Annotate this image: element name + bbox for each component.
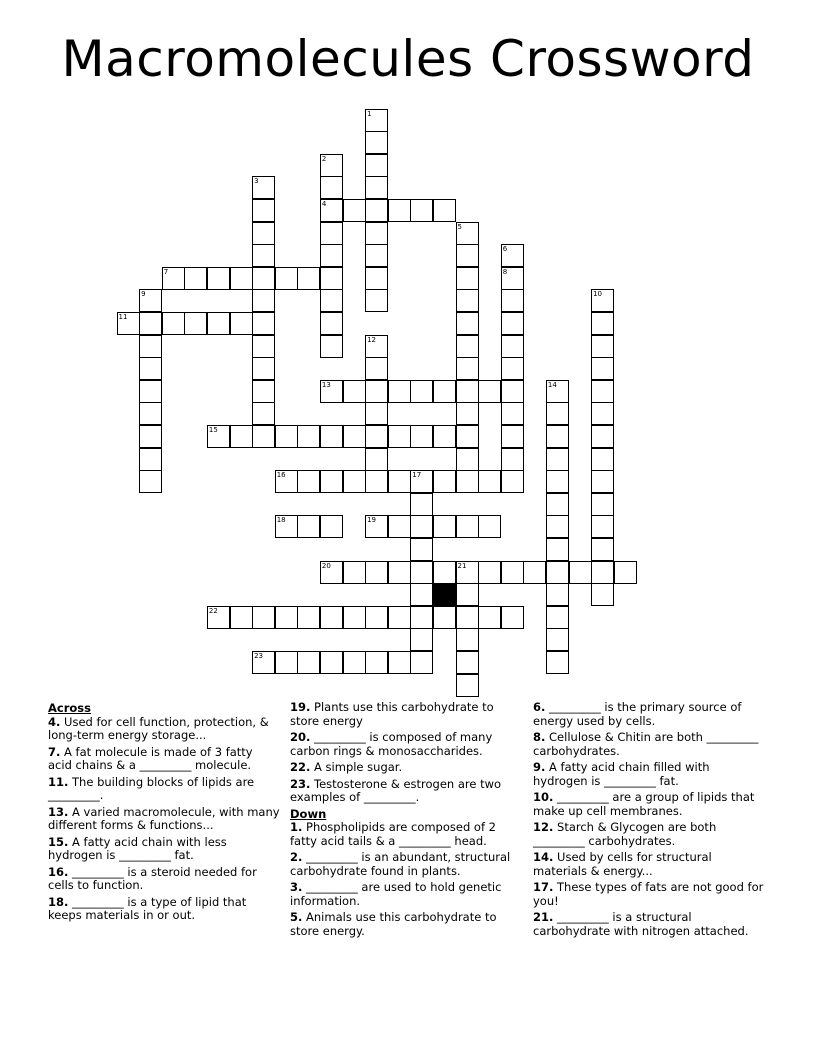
clue-number: 22 xyxy=(208,606,218,615)
grid-cell[interactable] xyxy=(365,222,388,245)
grid-cell[interactable] xyxy=(433,606,456,629)
clue-text: _________ is the primary source of energy used by cells. xyxy=(533,700,742,728)
black-square xyxy=(433,583,456,606)
grid-cell[interactable] xyxy=(388,606,411,629)
grid-cell[interactable] xyxy=(388,561,411,584)
grid-cell[interactable] xyxy=(365,651,388,674)
grid-cell[interactable] xyxy=(275,651,298,674)
clue-number: 14 xyxy=(547,380,557,389)
grid-cell[interactable] xyxy=(207,312,230,335)
clue-text: _________ is an abundant, structural carbohydrate found in plants. xyxy=(290,850,511,878)
grid-cell[interactable] xyxy=(365,109,388,132)
clue-text: _________ is a structural carbohydrate with nitrogen attached. xyxy=(533,910,749,938)
grid-cell[interactable] xyxy=(410,628,433,651)
grid-cell[interactable] xyxy=(365,448,388,471)
grid-cell[interactable] xyxy=(456,515,479,538)
clue-label: 9. xyxy=(533,760,546,774)
grid-cell[interactable] xyxy=(456,561,479,584)
grid-cell[interactable] xyxy=(591,448,614,471)
grid-cell[interactable] xyxy=(546,628,569,651)
clue-item xyxy=(290,701,522,728)
clue-text: A fatty acid chain with less hydrogen is _________ fat. xyxy=(48,834,227,862)
grid-cell[interactable] xyxy=(546,606,569,629)
clue-number: 4 xyxy=(321,199,327,208)
grid-cell[interactable] xyxy=(591,515,614,538)
grid-cell[interactable] xyxy=(410,606,433,629)
grid-cell[interactable] xyxy=(410,470,433,493)
grid-cell[interactable] xyxy=(388,651,411,674)
clue-label: 11. xyxy=(48,774,69,789)
clue-number: 7 xyxy=(163,267,169,276)
grid-cell[interactable] xyxy=(410,561,433,584)
grid-cell[interactable] xyxy=(388,425,411,448)
clue-number: 18 xyxy=(276,516,286,525)
grid-cell[interactable] xyxy=(365,131,388,154)
grid-cell[interactable] xyxy=(456,289,479,312)
grid-cell[interactable] xyxy=(207,606,230,629)
grid-cell[interactable] xyxy=(139,470,162,493)
grid-cell[interactable] xyxy=(365,515,388,538)
grid-cell[interactable] xyxy=(320,606,343,629)
clue-text: _________ are a group of lipids that make up cell membranes. xyxy=(533,790,755,818)
grid-cell[interactable] xyxy=(252,289,275,312)
grid-cell[interactable] xyxy=(320,176,343,199)
grid-cell[interactable] xyxy=(478,380,501,403)
grid-cell[interactable] xyxy=(546,402,569,425)
clue-item xyxy=(290,911,522,938)
grid-cell[interactable] xyxy=(320,154,343,177)
grid-cell[interactable] xyxy=(433,199,456,222)
grid-cell[interactable] xyxy=(275,425,298,448)
grid-cell[interactable] xyxy=(365,380,388,403)
grid-cell[interactable] xyxy=(252,651,275,674)
clue-item xyxy=(290,881,522,908)
grid-cell[interactable] xyxy=(410,425,433,448)
grid-cell[interactable] xyxy=(365,606,388,629)
clue-number: 20 xyxy=(321,561,331,570)
grid-cell[interactable] xyxy=(162,267,185,290)
clue-text: Animals use this carbohydrate to store energy. xyxy=(290,910,497,938)
grid-cell[interactable] xyxy=(297,651,320,674)
grid-cell[interactable] xyxy=(297,606,320,629)
grid-cell[interactable] xyxy=(456,312,479,335)
clue-number: 6 xyxy=(502,245,508,254)
clue-label: 14. xyxy=(533,850,554,864)
grid-cell[interactable] xyxy=(207,267,230,290)
grid-cell[interactable] xyxy=(456,425,479,448)
grid-cell[interactable] xyxy=(252,425,275,448)
grid-cell[interactable] xyxy=(591,289,614,312)
clue-item xyxy=(533,731,765,758)
grid-cell[interactable] xyxy=(139,425,162,448)
clue-label: 1. xyxy=(290,820,303,834)
grid-cell[interactable] xyxy=(343,199,366,222)
clue-item xyxy=(533,821,765,848)
clue-number: 16 xyxy=(276,471,286,480)
clue-item xyxy=(290,851,522,878)
grid-cell[interactable] xyxy=(569,561,592,584)
grid-cell[interactable] xyxy=(320,380,343,403)
grid-cell[interactable] xyxy=(320,425,343,448)
clue-label: 3. xyxy=(290,880,303,894)
grid-cell[interactable] xyxy=(546,651,569,674)
clue-number: 13 xyxy=(321,380,331,389)
clue-number: 5 xyxy=(457,222,462,231)
grid-cell[interactable] xyxy=(162,312,185,335)
grid-cell[interactable] xyxy=(320,651,343,674)
grid-cell[interactable] xyxy=(546,493,569,516)
clue-number: 9 xyxy=(141,290,146,299)
grid-cell[interactable] xyxy=(365,176,388,199)
grid-cell[interactable] xyxy=(252,335,275,358)
clue-label: 16. xyxy=(48,864,69,879)
down-heading: Down xyxy=(290,806,327,821)
grid-cell[interactable] xyxy=(456,448,479,471)
clue-number: 19 xyxy=(367,516,377,525)
grid-cell[interactable] xyxy=(546,470,569,493)
grid-cell[interactable] xyxy=(139,312,162,335)
clue-text: A fatty acid chain filled with hydrogen is _________ fat. xyxy=(533,760,710,788)
clue-number: 8 xyxy=(502,267,508,276)
clue-text: A simple sugar. xyxy=(310,760,403,774)
clues-column-1 xyxy=(48,701,280,926)
clue-item xyxy=(48,776,280,803)
grid-cell[interactable] xyxy=(501,357,524,380)
grid-cell[interactable] xyxy=(139,448,162,471)
grid-cell[interactable] xyxy=(410,538,433,561)
clue-label: 17. xyxy=(533,880,554,894)
grid-cell[interactable] xyxy=(546,448,569,471)
grid-cell[interactable] xyxy=(433,380,456,403)
grid-cell[interactable] xyxy=(252,357,275,380)
grid-cell[interactable] xyxy=(320,199,343,222)
clue-label: 8. xyxy=(533,730,546,744)
grid-cell[interactable] xyxy=(591,357,614,380)
grid-cell[interactable] xyxy=(501,448,524,471)
clue-label: 13. xyxy=(48,804,69,819)
grid-cell[interactable] xyxy=(501,561,524,584)
clue-text: Used for cell function, protection, & long-term energy storage... xyxy=(48,714,269,742)
grid-cell[interactable] xyxy=(365,402,388,425)
across-heading: Across xyxy=(48,701,91,715)
grid-cell[interactable] xyxy=(456,628,479,651)
page-title: Macromolecules Crossword xyxy=(61,30,755,88)
grid-cell[interactable] xyxy=(546,538,569,561)
grid-cell[interactable] xyxy=(365,357,388,380)
grid-cell[interactable] xyxy=(252,176,275,199)
grid-cell[interactable] xyxy=(365,335,388,358)
clue-number: 21 xyxy=(457,561,467,570)
clue-item xyxy=(290,778,522,805)
grid-cell[interactable] xyxy=(230,267,253,290)
grid-cell[interactable] xyxy=(456,244,479,267)
grid-cell[interactable] xyxy=(591,538,614,561)
grid-cell[interactable] xyxy=(456,357,479,380)
clue-item xyxy=(48,806,280,833)
clue-text: _________ are used to hold genetic information. xyxy=(290,880,502,908)
clue-number: 15 xyxy=(208,425,218,434)
grid-cell[interactable] xyxy=(591,561,614,584)
grid-cell[interactable] xyxy=(275,267,298,290)
grid-cell[interactable] xyxy=(275,606,298,629)
grid-cell[interactable] xyxy=(388,470,411,493)
grid-cell[interactable] xyxy=(433,470,456,493)
clue-number: 17 xyxy=(412,471,422,480)
grid-cell[interactable] xyxy=(456,583,479,606)
grid-cell[interactable] xyxy=(343,380,366,403)
clue-label: 20. xyxy=(290,730,311,744)
clue-label: 23. xyxy=(290,776,311,791)
grid-cell[interactable] xyxy=(501,244,524,267)
clue-item xyxy=(533,881,765,908)
grid-cell[interactable] xyxy=(365,425,388,448)
clue-label: 6. xyxy=(533,700,546,714)
grid-cell[interactable] xyxy=(501,335,524,358)
clue-item xyxy=(533,791,765,818)
grid-cell[interactable] xyxy=(478,606,501,629)
clue-label: 22. xyxy=(290,760,311,774)
clue-text: Starch & Glycogen are both _________ carbohydrates. xyxy=(533,820,717,848)
grid-cell[interactable] xyxy=(591,583,614,606)
grid-cell[interactable] xyxy=(365,470,388,493)
clue-label: 18. xyxy=(48,894,69,909)
grid-cell[interactable] xyxy=(252,380,275,403)
clues-column-3 xyxy=(533,701,765,941)
clue-item xyxy=(48,896,280,923)
clue-text: Cellulose & Chitin are both _________ carbohydrates. xyxy=(533,730,759,758)
grid-cell[interactable] xyxy=(139,335,162,358)
grid-cell[interactable] xyxy=(523,561,546,584)
grid-cell[interactable] xyxy=(365,154,388,177)
clue-number: 23 xyxy=(254,651,264,660)
grid-cell[interactable] xyxy=(478,561,501,584)
clue-item xyxy=(48,836,280,863)
grid-cell[interactable] xyxy=(343,606,366,629)
grid-cell[interactable] xyxy=(501,402,524,425)
grid-cell[interactable] xyxy=(410,380,433,403)
grid-cell[interactable] xyxy=(456,380,479,403)
grid-cell[interactable] xyxy=(433,515,456,538)
grid-cell[interactable] xyxy=(139,402,162,425)
grid-cell[interactable] xyxy=(410,583,433,606)
clue-item xyxy=(48,866,280,893)
grid-cell[interactable] xyxy=(230,312,253,335)
grid-cell[interactable] xyxy=(230,425,253,448)
clue-text: Phospholipids are composed of 2 fatty acid tails & a _________ head. xyxy=(290,820,496,848)
grid-cell[interactable] xyxy=(117,312,140,335)
clue-label: 5. xyxy=(290,910,303,924)
grid-cell[interactable] xyxy=(456,674,479,697)
grid-cell[interactable] xyxy=(501,606,524,629)
grid-cell[interactable] xyxy=(388,380,411,403)
clue-item xyxy=(48,746,280,773)
grid-cell[interactable] xyxy=(297,470,320,493)
grid-cell[interactable] xyxy=(252,606,275,629)
grid-cell[interactable] xyxy=(365,289,388,312)
grid-cell[interactable] xyxy=(252,244,275,267)
clue-text: The building blocks of lipids are _________. xyxy=(48,774,255,802)
clue-item xyxy=(290,731,522,758)
grid-cell[interactable] xyxy=(343,561,366,584)
grid-cell[interactable] xyxy=(501,312,524,335)
clue-text: Testosterone & estrogen are two examples of _________. xyxy=(290,776,502,804)
grid-cell[interactable] xyxy=(320,244,343,267)
grid-cell[interactable] xyxy=(388,199,411,222)
grid-cell[interactable] xyxy=(320,561,343,584)
grid-cell[interactable] xyxy=(320,515,343,538)
clue-label: 12. xyxy=(533,820,554,834)
grid-cell[interactable] xyxy=(433,561,456,584)
grid-cell[interactable] xyxy=(456,402,479,425)
grid-cell[interactable] xyxy=(456,335,479,358)
grid-cell[interactable] xyxy=(320,335,343,358)
grid-cell[interactable] xyxy=(614,561,637,584)
clue-number: 11 xyxy=(118,312,128,321)
grid-cell[interactable] xyxy=(365,267,388,290)
grid-cell[interactable] xyxy=(591,493,614,516)
grid-cell[interactable] xyxy=(501,380,524,403)
grid-cell[interactable] xyxy=(207,425,230,448)
grid-cell[interactable] xyxy=(320,289,343,312)
clue-label: 21. xyxy=(533,910,554,924)
grid-cell[interactable] xyxy=(501,267,524,290)
grid-cell[interactable] xyxy=(343,470,366,493)
grid-cell[interactable] xyxy=(456,222,479,245)
grid-cell[interactable] xyxy=(388,515,411,538)
clue-text: _________ is a steroid needed for cells to function. xyxy=(48,864,257,892)
grid-cell[interactable] xyxy=(546,561,569,584)
clue-label: 19. xyxy=(290,700,311,714)
grid-cell[interactable] xyxy=(365,199,388,222)
grid-cell[interactable] xyxy=(139,380,162,403)
grid-cell[interactable] xyxy=(410,651,433,674)
clue-number: 12 xyxy=(367,335,377,344)
clue-item xyxy=(290,821,522,848)
grid-cell[interactable] xyxy=(433,425,456,448)
grid-cell[interactable] xyxy=(275,470,298,493)
grid-cell[interactable] xyxy=(252,267,275,290)
grid-cell[interactable] xyxy=(184,312,207,335)
grid-cell[interactable] xyxy=(139,289,162,312)
grid-cell[interactable] xyxy=(456,651,479,674)
clue-number: 3 xyxy=(254,177,259,186)
grid-cell[interactable] xyxy=(320,470,343,493)
grid-cell[interactable] xyxy=(343,425,366,448)
grid-cell[interactable] xyxy=(410,199,433,222)
grid-cell[interactable] xyxy=(297,515,320,538)
grid-cell[interactable] xyxy=(343,651,366,674)
grid-cell[interactable] xyxy=(501,289,524,312)
clue-item xyxy=(48,716,280,743)
clue-item xyxy=(533,761,765,788)
clue-text: A fat molecule is made of 3 fatty acid chains & a _________ molecule. xyxy=(48,744,253,772)
clue-item xyxy=(290,761,522,775)
clue-label: 10. xyxy=(533,790,554,804)
clue-label: 15. xyxy=(48,834,69,849)
grid-cell[interactable] xyxy=(456,470,479,493)
grid-cell[interactable] xyxy=(252,222,275,245)
clue-label: 7. xyxy=(48,744,61,759)
grid-cell[interactable] xyxy=(320,312,343,335)
grid-cell[interactable] xyxy=(230,606,253,629)
clue-text: Used by cells for structural materials & energy... xyxy=(533,850,712,878)
clue-number: 1 xyxy=(367,109,372,118)
clue-text: _________ is a type of lipid that keeps materials in or out. xyxy=(48,894,247,922)
clue-number: 10 xyxy=(593,290,603,299)
grid-cell[interactable] xyxy=(501,425,524,448)
grid-cell[interactable] xyxy=(478,515,501,538)
grid-cell[interactable] xyxy=(501,470,524,493)
clues-column-2 xyxy=(290,701,522,941)
grid-cell[interactable] xyxy=(546,515,569,538)
grid-cell[interactable] xyxy=(546,380,569,403)
clue-label: 4. xyxy=(48,714,61,729)
clue-number: 2 xyxy=(321,154,327,163)
clue-text: Plants use this carbohydrate to store energy xyxy=(290,700,494,728)
grid-cell[interactable] xyxy=(591,402,614,425)
grid-cell[interactable] xyxy=(365,561,388,584)
grid-cell[interactable] xyxy=(591,335,614,358)
clue-text: _________ is composed of many carbon rings & monosaccharides. xyxy=(290,730,493,758)
grid-cell[interactable] xyxy=(456,606,479,629)
clue-label: 2. xyxy=(290,850,303,864)
grid-cell[interactable] xyxy=(591,312,614,335)
grid-cell[interactable] xyxy=(365,244,388,267)
clue-item xyxy=(533,911,765,938)
grid-cell[interactable] xyxy=(184,267,207,290)
grid-cell[interactable] xyxy=(297,267,320,290)
clue-text: A varied macromolecule, with many different forms & functions... xyxy=(48,804,280,832)
grid-cell[interactable] xyxy=(320,267,343,290)
grid-cell[interactable] xyxy=(591,470,614,493)
grid-cell[interactable] xyxy=(320,222,343,245)
grid-cell[interactable] xyxy=(456,267,479,290)
grid-cell[interactable] xyxy=(297,425,320,448)
grid-cell[interactable] xyxy=(546,425,569,448)
clue-item xyxy=(533,851,765,878)
clue-text: These types of fats are not good for you! xyxy=(533,880,764,908)
grid-cell[interactable] xyxy=(410,493,433,516)
grid-cell[interactable] xyxy=(139,357,162,380)
grid-cell[interactable] xyxy=(252,312,275,335)
grid-cell[interactable] xyxy=(591,425,614,448)
grid-cell[interactable] xyxy=(410,515,433,538)
grid-cell[interactable] xyxy=(546,583,569,606)
grid-cell[interactable] xyxy=(252,199,275,222)
grid-cell[interactable] xyxy=(252,402,275,425)
grid-cell[interactable] xyxy=(591,380,614,403)
grid-cell[interactable] xyxy=(478,470,501,493)
grid-cell[interactable] xyxy=(275,515,298,538)
clue-item xyxy=(533,701,765,728)
